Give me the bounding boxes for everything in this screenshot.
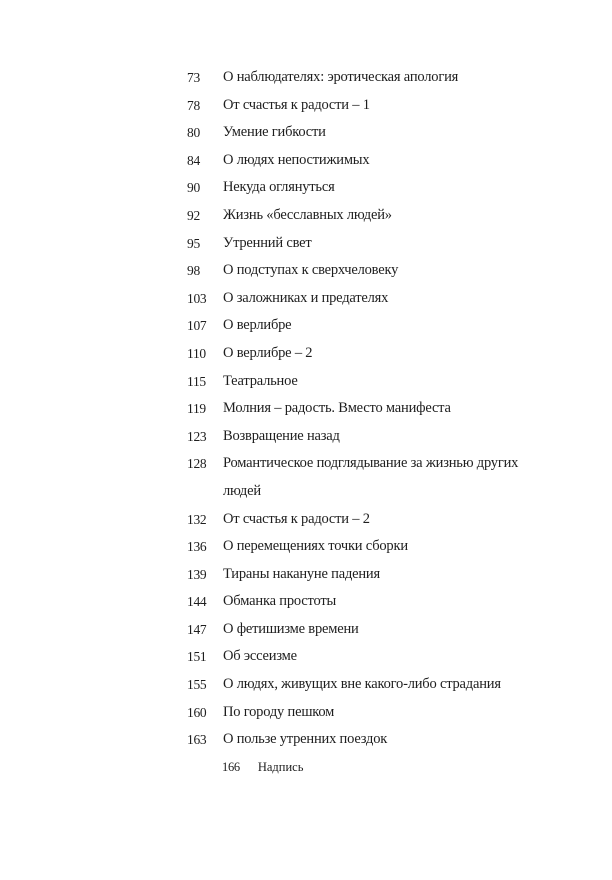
toc-entry-title: Обманка простоты — [223, 593, 337, 610]
toc-entry-title: О пользе утренних поездок — [223, 731, 388, 748]
toc-entry-title: О людях непостижимых — [223, 151, 370, 168]
toc-page-number: 98 — [187, 263, 200, 279]
toc-page-number: 160 — [187, 704, 207, 720]
toc-entry — [187, 450, 547, 505]
toc-page-number: 147 — [187, 621, 207, 637]
toc-entry-title: О людях, живущих вне какого-либо страдания — [223, 676, 501, 693]
toc-entry-title: О наблюдателях: эротическая апология — [223, 69, 459, 85]
toc-entry-title: От счастья к радости – 2 — [223, 510, 370, 527]
toc-entry — [187, 312, 547, 340]
toc-entry — [187, 506, 547, 534]
toc-entry — [187, 616, 547, 644]
running-title: Надпись — [257, 760, 304, 774]
toc-entry-title: Утренний свет — [223, 234, 312, 251]
toc-page-number: 139 — [187, 566, 207, 582]
toc-entry-title: Молния – радость. Вместо манифеста — [223, 400, 451, 417]
toc-entry — [187, 726, 547, 754]
toc-page-number: 123 — [187, 428, 207, 444]
toc-entry-title: Некуда оглянуться — [223, 179, 335, 196]
toc-page-number: 103 — [187, 290, 207, 306]
toc-page-number: 151 — [187, 649, 207, 665]
toc-entry-title: О фетишизме времени — [223, 620, 359, 637]
toc-entry — [187, 643, 547, 671]
toc-page-number: 155 — [187, 677, 207, 693]
toc-entry — [187, 147, 547, 175]
toc-entry — [187, 699, 547, 727]
toc-page-number: 132 — [187, 511, 207, 527]
toc-entry — [187, 230, 547, 258]
toc-entry-title: Жизнь «бесславных людей» — [223, 206, 392, 223]
toc-entry-title: О заложниках и предателях — [223, 289, 389, 306]
toc-entry — [187, 174, 547, 202]
toc-page-number: 78 — [187, 97, 200, 113]
toc-entry-title: О подступах к сверхчеловеку — [223, 262, 399, 279]
toc-page-number: 107 — [187, 318, 207, 334]
toc-entry-title: Умение гибкости — [223, 124, 326, 141]
toc-page-number: 80 — [187, 125, 200, 141]
toc-entry — [187, 340, 547, 368]
toc-entry — [187, 92, 547, 120]
toc-entry — [187, 533, 547, 561]
toc-entry — [187, 257, 547, 285]
toc-page-number: 119 — [187, 401, 206, 417]
page-footer — [222, 760, 303, 775]
toc-entry-title: Театральное — [223, 372, 298, 389]
toc-entry-title: Тираны накануне падения — [223, 565, 380, 582]
toc-entry-title: О верлибре — [223, 317, 292, 334]
toc-entry — [187, 395, 547, 423]
toc-page-number: 163 — [187, 732, 207, 748]
toc-entry — [187, 561, 547, 589]
toc-page-number: 128 — [187, 456, 207, 472]
toc-entry — [187, 202, 547, 230]
toc-entry — [187, 588, 547, 616]
toc-entry-title: О верлибре – 2 — [223, 344, 313, 361]
toc-page-number: 92 — [187, 207, 200, 223]
toc-page-number: 84 — [187, 152, 200, 168]
toc-entry-title: Об эссеизме — [223, 648, 297, 665]
toc-entry-title: По городу пешком — [223, 703, 335, 720]
toc-entry — [187, 119, 547, 147]
toc-page-number: 95 — [187, 235, 200, 251]
toc-entry — [187, 368, 547, 396]
toc-page-number: 73 — [187, 70, 200, 85]
toc-entry — [187, 671, 547, 699]
toc-page-number: 90 — [187, 180, 200, 196]
toc-page-number: 144 — [187, 594, 207, 610]
footer-page-number: 166 — [222, 760, 240, 774]
toc-entry-title: О перемещениях точки сборки — [223, 538, 408, 555]
toc-entry — [187, 64, 547, 92]
toc-entry — [187, 285, 547, 313]
toc-entry-title: От счастья к радости – 1 — [223, 96, 370, 113]
toc-entry — [187, 423, 547, 451]
toc-entry-title: Возвращение назад — [223, 427, 340, 444]
toc-page-number: 115 — [187, 373, 206, 389]
toc-entry-title: Романтическое подглядывание за жизнью других людей — [223, 455, 519, 499]
toc-page-number: 136 — [187, 539, 207, 555]
toc-page-number: 110 — [187, 345, 206, 361]
table-of-contents — [187, 64, 547, 754]
